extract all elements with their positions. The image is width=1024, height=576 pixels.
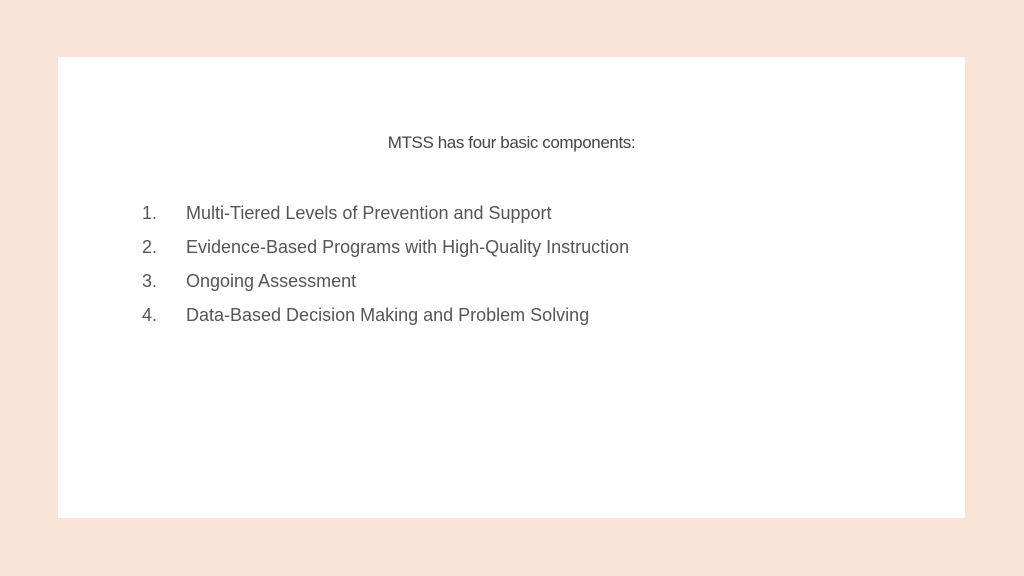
list-item-text: Evidence-Based Programs with High-Quality Instruction <box>186 237 630 257</box>
list-item-text: Data-Based Decision Making and Problem Solving <box>186 305 590 325</box>
list-item-number: 4. <box>142 305 158 325</box>
list-item-number: 3. <box>142 271 158 291</box>
component-list <box>142 203 629 339</box>
slide-title: MTSS has four basic components: <box>387 133 636 152</box>
list-item <box>142 203 629 237</box>
list-item-text: Ongoing Assessment <box>186 271 357 291</box>
list-item <box>142 305 629 339</box>
list-item-number: 1. <box>142 203 158 223</box>
list-item-text: Multi-Tiered Levels of Prevention and Support <box>186 203 552 223</box>
list-item <box>142 237 629 271</box>
slide-card <box>58 57 965 518</box>
list-item <box>142 271 629 305</box>
list-item-number: 2. <box>142 237 158 257</box>
